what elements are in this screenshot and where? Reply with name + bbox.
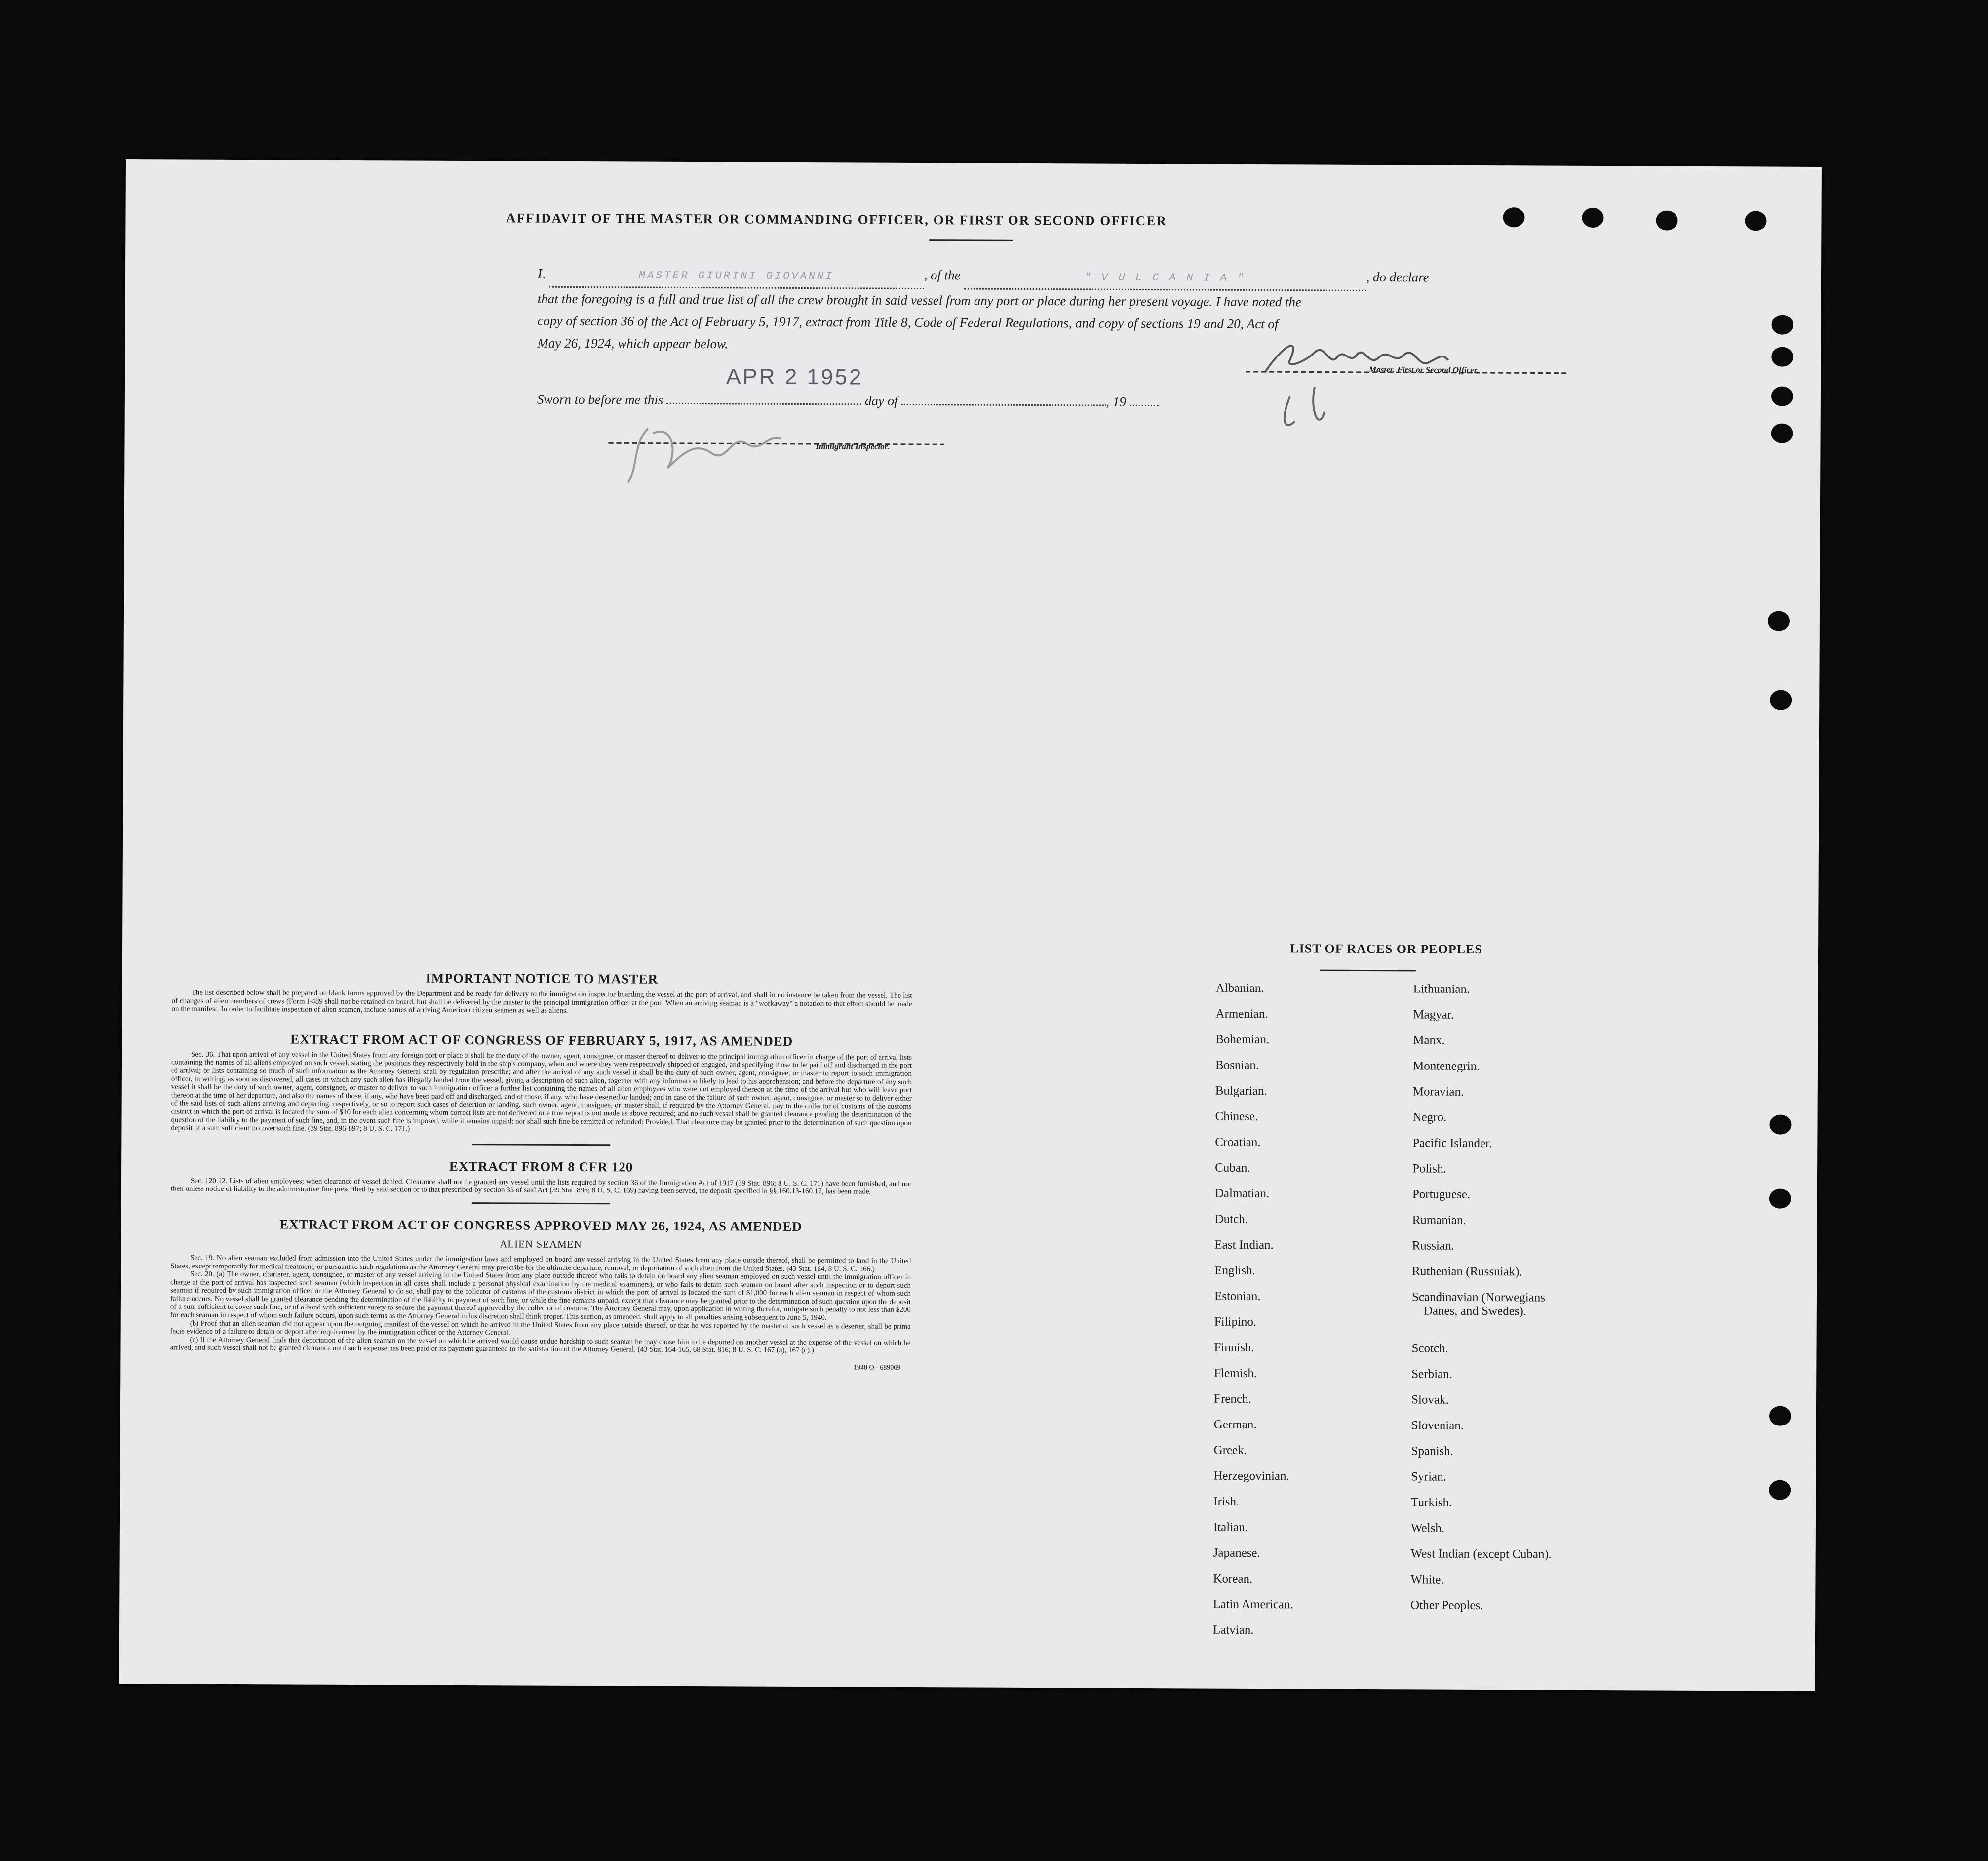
race-item: Other Peoples. — [1410, 1598, 1483, 1613]
affidavit-line-2: that the foregoing is a full and true list of all the crew brought in said vessel from any port or place during her present voyage. I have noted the — [537, 291, 1302, 310]
race-item: Ruthenian (Russniak). — [1412, 1265, 1522, 1279]
race-item: Manx. — [1413, 1033, 1445, 1047]
race-item: Syrian. — [1411, 1470, 1446, 1484]
race-item: French. — [1214, 1392, 1251, 1406]
race-item: Bosnian. — [1215, 1058, 1259, 1072]
punch-hole — [1769, 1189, 1791, 1209]
date-stamp: APR 2 1952 — [726, 364, 863, 390]
race-item: Moravian. — [1412, 1085, 1464, 1099]
year-prefix: , 19 — [1106, 394, 1126, 409]
affidavit-title: AFFIDAVIT OF THE MASTER OR COMMANDING OFFICER, OR FIRST OR SECOND OFFICER — [506, 210, 1167, 229]
master-name-field — [548, 263, 924, 289]
race-item: Rumanian. — [1412, 1213, 1466, 1227]
race-item: Armenian. — [1215, 1007, 1268, 1021]
race-item: Latvian. — [1212, 1623, 1254, 1637]
section-divider — [472, 1144, 610, 1146]
race-item: Dalmatian. — [1214, 1187, 1270, 1201]
do-declare-label: , do declare — [1366, 269, 1429, 285]
section-divider — [472, 1202, 610, 1204]
punch-hole — [1770, 690, 1792, 710]
race-item: Irish. — [1213, 1495, 1240, 1508]
race-item: Serbian. — [1411, 1367, 1452, 1381]
race-item: Slovenian. — [1411, 1419, 1464, 1432]
extract-cfr-paragraph: Sec. 120.12. Lists of alien employees; when clearance of vessel denied. Clearance shall not be granted any vessel until the lists required by section 36 of the Immigration Act of 1917 (39 Stat. 896; 8 U. S. C. 171) have been furnished, and not then unless notice of liability to the administrative fine prescribed by said section or to that prescribed by section 35 of said Act (39 Stat. 896; 8 U. S. C. 169) having been served, the deposit specified in §§ 160.13-160.17, has been made. — [170, 1177, 911, 1196]
punch-hole — [1771, 347, 1793, 367]
race-item: Lithuanian. — [1413, 982, 1470, 996]
race-item: Albanian. — [1215, 981, 1264, 995]
day-of-label: day of — [864, 393, 898, 408]
extract-1924-subtitle: ALIEN SEAMEN — [500, 1238, 582, 1250]
punch-hole — [1769, 1480, 1791, 1500]
race-item: Magyar. — [1413, 1008, 1454, 1022]
signature-caption: Master, First or Second Officer. — [1369, 364, 1479, 375]
extract-1924-body — [170, 1254, 911, 1355]
sec-20c-paragraph: (c) If the Attorney General finds that deportation of the alien seaman on the vessel on which he arrived would cause undue hardship to such seaman he may cause him to be deported on another vessel at the expense of the vessel on which he arrived, and such vessel shall not be granted clearance until such expense has been paid or its payment guaranteed to the satisfaction of the Attorney General. (43 Stat. 164-165, 68 Stat. 816; 8 U. S. C. 167 (a), 167 (c).) — [170, 1336, 911, 1355]
extract-1917-paragraph: Sec. 36. That upon arrival of any vessel in the United States from any foreign port or place it shall be the duty of the owner, agent, consignee, or master thereof to deliver to the principal immigration officer in charge of the port of arrival lists containing the names of all aliens employed on such vessel, stating the positions they respectively hold in the ship's company, when and where they were respectively shipped or engaged, and specifying those to be paid off and discharged in the port of arrival; or lists containing so much of such information as the Attorney General shall by regulation prescribe; and after the arrival of any such vessel it shall be the duty of such owner, agent, consignee, or master to report to such immigration officer, in writing, as soon as discovered, all cases in which any such alien has illegally landed from the vessel, giving a description of such alien, together with any information likely to lead to his apprehension; and before the departure of any such vessel it shall be the duty of such owner, agent, consignee, or master to deliver to such immigration officer a further list containing the names of all alien employees who were not employed thereon at the time of the arrival but who will leave port thereon at the time of her departure, and also the names of those, if any, who have been paid off and discharged, and of those, if any, who have deserted or landed; and in case of the failure of such owner, agent, consignee, or master so to deliver either of the said lists of such aliens arriving and departing, respectively, or so to report such cases of desertion or landing, such owner, agent, consignee, or master shall, if required by the Attorney General, pay to the collector of customs of the customs district in which the port of arrival is located the sum of $10 for each alien concerning whom correct lists are not delivered or a true report is not made as above required; and no such vessel shall be granted clearance pending the determination of the question of the liability to the payment of such fine, and, in the event such fine is imposed, while it remains unpaid; nor shall such fine be remitted or refunded: Provided, That clearance may be granted prior to the determination of such question upon deposit of a sum sufficient to cover such fine. (39 Stat. 896-897; 8 U. S. C. 171.) — [171, 1050, 912, 1133]
of-the-label: , of the — [924, 268, 961, 283]
races-column-1 — [1213, 982, 1403, 1644]
race-item: Japanese. — [1213, 1546, 1260, 1560]
sworn-line — [537, 389, 1159, 413]
race-item: Pacific Islander. — [1412, 1136, 1492, 1150]
master-signature — [1231, 322, 1577, 437]
punch-hole — [1769, 1115, 1791, 1135]
race-item: White. — [1410, 1573, 1444, 1586]
race-item: Flemish. — [1214, 1366, 1257, 1381]
sworn-day-field — [666, 403, 861, 405]
vessel-name: " V U L C A N I A " — [1084, 271, 1246, 284]
extract-cfr-body — [171, 1177, 911, 1196]
races-divider — [1320, 970, 1416, 972]
race-item: English. — [1214, 1264, 1255, 1278]
race-item: Slovak. — [1411, 1393, 1449, 1407]
race-item: Chinese. — [1215, 1109, 1258, 1124]
vessel-name-field — [964, 264, 1366, 291]
punch-hole — [1769, 1406, 1791, 1426]
races-title: LIST OF RACES OR PEOPLES — [1290, 941, 1482, 957]
affidavit-line-3: copy of section 36 of the Act of February 5, 1917, extract from Title 8, Code of Federal Regulations, and copy of sections 19 and 20, Act of — [537, 313, 1279, 332]
title-divider — [929, 239, 1013, 241]
race-item: East Indian. — [1214, 1238, 1274, 1252]
punch-hole — [1771, 315, 1793, 335]
race-item: Finnish. — [1214, 1341, 1254, 1354]
race-item: Bulgarian. — [1215, 1084, 1267, 1098]
race-item: Croatian. — [1215, 1135, 1261, 1149]
extract-cfr-title: EXTRACT FROM 8 CFR 120 — [449, 1158, 633, 1175]
extract-1924-title: EXTRACT FROM ACT OF CONGRESS APPROVED MAY 26, 1924, AS AMENDED — [279, 1217, 802, 1234]
punch-hole — [1771, 424, 1793, 443]
race-item: Scotch. — [1411, 1342, 1448, 1355]
race-item: Estonian. — [1214, 1289, 1261, 1304]
race-item: West Indian (except Cuban). — [1410, 1547, 1552, 1561]
race-item: Montenegrin. — [1412, 1059, 1480, 1073]
race-item: Danes, and Swedes). — [1423, 1304, 1527, 1318]
notice-body — [171, 989, 912, 1016]
race-item: Latin American. — [1213, 1597, 1293, 1612]
race-item: Polish. — [1412, 1162, 1446, 1176]
punch-hole — [1656, 211, 1677, 231]
race-item: Italian. — [1213, 1520, 1248, 1534]
notice-paragraph: The list described below shall be prepared on blank forms approved by the Department and be ready for delivery to the immigration inspector boarding the vessel at the port of arrival, and shall in no instance be taken from the vessel. The list of changes of alien members of crews (Form I-489 shall not be retained on board, but shall be delivered by the master to the principal immigration officer at the port. When an arriving seaman is a "workaway" a notation to that effect should be made on the manifest. In order to facilitate inspection of alien seamen, include names of arriving American citizen seamen as well as aliens. — [171, 989, 912, 1015]
race-item: Negro. — [1412, 1110, 1447, 1124]
race-item: Herzegovinian. — [1213, 1469, 1289, 1483]
race-item: Spanish. — [1411, 1444, 1454, 1458]
sec-20b-paragraph: (b) Proof that an alien seaman did not appear upon the outgoing manifest of the vessel on which he arrived in the United States from any place outside thereof, or that he was reported by the master of such vessel as a deserter, shall be prima facie evidence of a failure to detain or deport after requirement by the immigration officer or the Attorney General. — [170, 1319, 911, 1337]
extract-1917-title: EXTRACT FROM ACT OF CONGRESS OF FEBRUARY 5, 1917, AS AMENDED — [290, 1031, 793, 1049]
race-item: Cuban. — [1215, 1161, 1250, 1175]
document-sheet — [119, 159, 1822, 1691]
punch-hole — [1768, 611, 1790, 631]
race-item: Bohemian. — [1215, 1032, 1270, 1047]
punch-hole — [1745, 211, 1766, 231]
race-item: German. — [1213, 1418, 1257, 1432]
sworn-label: Sworn to before me this — [537, 392, 663, 407]
i-label: I, — [537, 266, 546, 281]
race-item: Korean. — [1213, 1572, 1253, 1585]
race-item: Russian. — [1412, 1239, 1454, 1253]
race-item: Scandinavian (Norwegians — [1411, 1290, 1546, 1305]
legal-column — [170, 969, 912, 1372]
sworn-year-field — [1130, 405, 1159, 406]
sworn-month-field — [901, 404, 1106, 406]
inspector-caption: Immigrant Inspector. — [816, 441, 890, 451]
race-item: Filipino. — [1214, 1315, 1257, 1329]
print-code: 1948 O - 689069 — [854, 1364, 901, 1372]
punch-hole — [1582, 208, 1603, 228]
race-item: Greek. — [1213, 1443, 1247, 1457]
extract-1917-body — [171, 1050, 912, 1135]
affidavit-line-4: May 26, 1924, which appear below. — [537, 335, 728, 352]
race-item: Welsh. — [1410, 1521, 1445, 1535]
race-item: Dutch. — [1214, 1212, 1248, 1226]
master-name: MASTER GIURINI GIOVANNI — [638, 269, 834, 283]
sec-20a-paragraph: Sec. 20. (a) The owner, charterer, agent, consignee, or master of any vessel arriving in the United States from any place outside thereof who fails to detain on board any alien seaman employed on such vessel until the immigration officer in charge at the port of arrival has inspected such seaman (which inspection in all cases shall include a personal physical examination by the medical examiners), or who fails to detain such seaman on board after such inspection or to deport such seaman if required by such immigration officer or the Attorney General to do so, shall pay to the collector of customs of the customs district in which the port of arrival is located the sum of $1,000 for each alien seaman in respect of whom such failure occurs. No vessel shall be granted clearance pending the determination of the liability to payment of such fine, or while the fine remains unpaid, except that clearance may be granted prior to the determination of such question upon the deposit of a sum sufficient to cover such fine, or of a bond with sufficient surety to secure the payment thereof approved by the collector of customs. The Attorney General may, upon application in writing therefor, mitigate such penalty to not less than $200 for each seaman in respect of whom such failure occurs, upon such terms as the Attorney General in his discretion shall think proper. This section, as amended, shall apply to all penalties arising subsequent to June 5, 1940. — [170, 1270, 911, 1322]
races-column-2 — [1410, 982, 1690, 1645]
sec-19-paragraph: Sec. 19. No alien seaman excluded from admission into the United States under the immigration laws and employed on board any vessel arriving in the United States from any place outside thereof, shall be permitted to land in the United States, except temporarily for medical treatment, or pursuant to such regulations as the Attorney General may prescribe for the ultimate departure, removal, or deportation of such alien from the United States. (43 Stat. 164, 8 U. S. C. 166.) — [170, 1254, 911, 1273]
race-item: Turkish. — [1411, 1496, 1452, 1509]
race-item: Portuguese. — [1412, 1188, 1471, 1201]
inspector-signature — [598, 413, 954, 494]
notice-title: IMPORTANT NOTICE TO MASTER — [426, 970, 659, 987]
punch-hole — [1771, 387, 1793, 406]
